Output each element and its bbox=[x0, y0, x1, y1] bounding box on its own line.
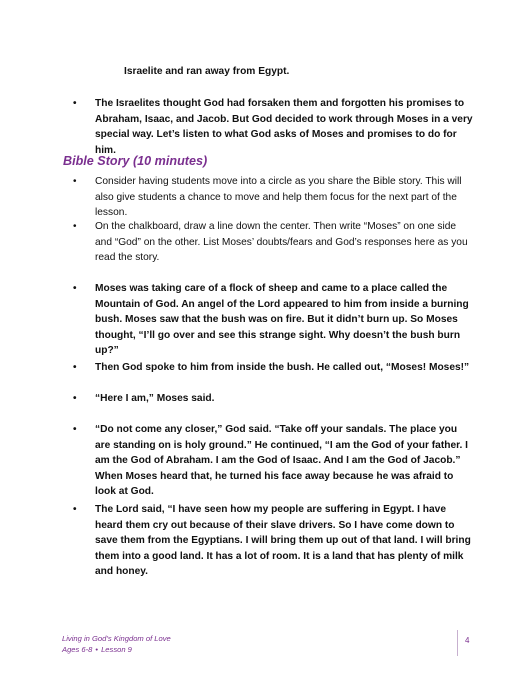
continuation-text: Israelite and ran away from Egypt. bbox=[124, 66, 290, 77]
bullet-text: The Lord said, “I have seen how my people are suffering in Egypt. I have heard them cry out because of their slave drivers. So I have come down to save them from the Egyptians. I will bring them up out of that land. I will bring them into a good land. It has a lot of room. It is a land that has plenty of milk and honey. bbox=[95, 504, 471, 577]
bullet-marker: • bbox=[73, 98, 77, 109]
bullet-text: “Here I am,” Moses said. bbox=[95, 393, 215, 404]
footer-divider bbox=[457, 630, 458, 656]
list-item bbox=[73, 174, 473, 221]
list-item bbox=[73, 281, 473, 359]
list-item bbox=[73, 502, 473, 580]
intro-bullet bbox=[73, 96, 473, 158]
footer-subtitle bbox=[62, 644, 132, 655]
bullet-marker: • bbox=[73, 176, 77, 187]
footer-separator: • bbox=[95, 645, 99, 654]
bullet-marker: • bbox=[73, 221, 77, 232]
bullet-marker: • bbox=[73, 504, 77, 515]
bullet-marker: • bbox=[73, 362, 77, 373]
list-item bbox=[73, 360, 473, 376]
section-heading: Bible Story (10 minutes) bbox=[63, 154, 208, 168]
bullet-marker: • bbox=[73, 424, 77, 435]
page-number: 4 bbox=[465, 636, 470, 645]
list-item bbox=[73, 422, 473, 500]
footer-title: Living in God’s Kingdom of Love bbox=[62, 634, 171, 643]
footer-lesson: Lesson 9 bbox=[101, 645, 132, 654]
bullet-marker: • bbox=[73, 283, 77, 294]
footer-ages: Ages 6-8 bbox=[62, 645, 93, 654]
bullet-text: The Israelites thought God had forsaken them and forgotten his promises to Abraham, Isaac, and Jacob. But God decided to work through Moses in a very special way. Let’s listen to what God asks of Moses and promises to do for him. bbox=[95, 98, 473, 156]
bullet-text: On the chalkboard, draw a line down the center. Then write “Moses” on one side and “God” on the other. List Moses’ doubts/fears and God’s responses here as you read the story. bbox=[95, 221, 468, 263]
list-item bbox=[73, 391, 473, 407]
bullet-text: “Do not come any closer,” God said. “Take off your sandals. The place you are standing on is holy ground.” He continued, “I am the God of your father. I am the God of Abraham. I am the God of Isaac. And I am the God of Jacob.” When Moses heard that, he turned his face away because he was afraid to look at God. bbox=[95, 424, 469, 497]
bullet-text: Moses was taking care of a flock of sheep and came to a place called the Mountain of God. An angel of the Lord appeared to him from inside a burning bush. Moses saw that the bush was on fire. But it didn’t burn up. So Moses thought, “I’ll go over and see this strange sight. Why doesn’t the bush burn up?” bbox=[95, 283, 469, 356]
list-item bbox=[73, 219, 473, 266]
bullet-marker: • bbox=[73, 393, 77, 404]
bullet-text: Then God spoke to him from inside the bush. He called out, “Moses! Moses!” bbox=[95, 362, 470, 373]
bullet-text: Consider having students move into a circle as you share the Bible story. This will also give students a chance to move and help them focus for the next part of the lesson. bbox=[95, 176, 462, 218]
